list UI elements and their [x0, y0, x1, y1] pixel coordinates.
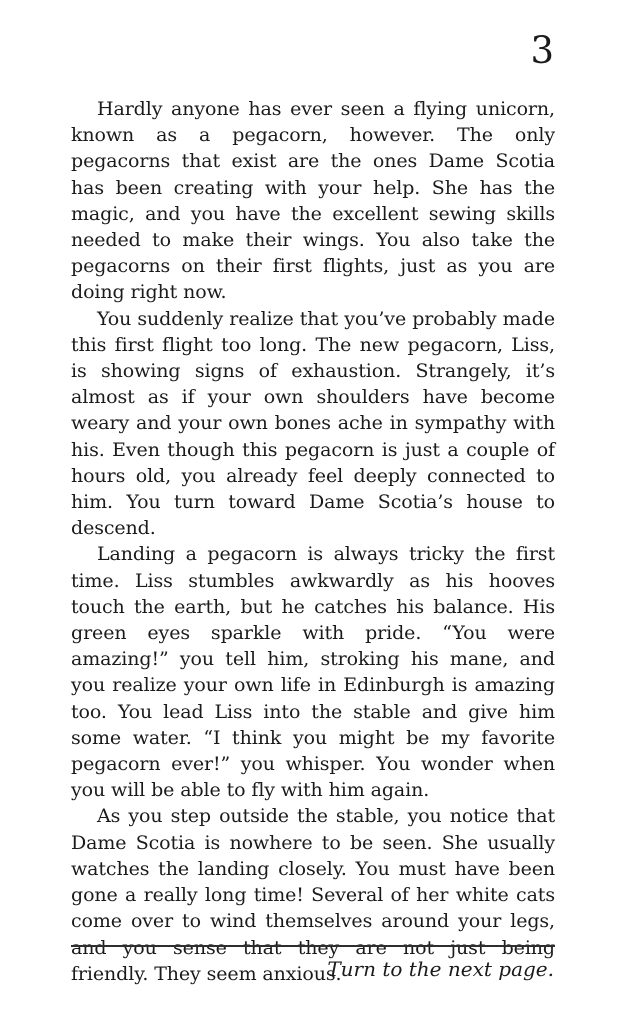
story-text — [71, 96, 555, 987]
story-paragraph: You suddenly realize that you’ve probably made this first flight too long. The new pegacorn, Liss, is showing signs of exhaustion. Strangely, it’s almost as if your own shoulders have become weary and your own bones ache in sympathy with his. Even though this pegacorn is just a couple of hours old, you already feel deeply connected to him. You turn toward Dame Scotia’s house to descend. — [71, 307, 555, 540]
page-number: 3 — [530, 29, 554, 72]
story-paragraph: Hardly anyone has ever seen a flying unicorn, known as a pegacorn, however. The only pegacorns that exist are the ones Dame Scotia has been creating with your help. She has the magic, and you have the excellent sewing skills needed to make their wings. You also take the pegacorns on their first flights, just as you are doing right now. — [71, 98, 555, 304]
story-paragraph: Landing a pegacorn is always tricky the first time. Liss stumbles awkwardly as his hooves touch the earth, but he catches his balance. His green eyes sparkle with pride. “You were amazing!” you tell him, stroking his mane, and you realize your own life in Edinburgh is amazing too. You lead Liss into the stable and give him some water. “I think you might be my favorite pegacorn ever!” you whisper. You wonder when you will be able to fly with him again. — [71, 543, 555, 802]
turn-instruction: Turn to the next page. — [327, 957, 554, 981]
story-paragraph: As you step outside the stable, you notice that Dame Scotia is nowhere to be seen. She usually watches the landing closely. You must have been gone a really long time! Several of her white cats come over to wind themselves around your legs, and you sense that they are not just being friendly. They seem anxious. — [71, 805, 555, 985]
footer-divider — [71, 945, 555, 947]
